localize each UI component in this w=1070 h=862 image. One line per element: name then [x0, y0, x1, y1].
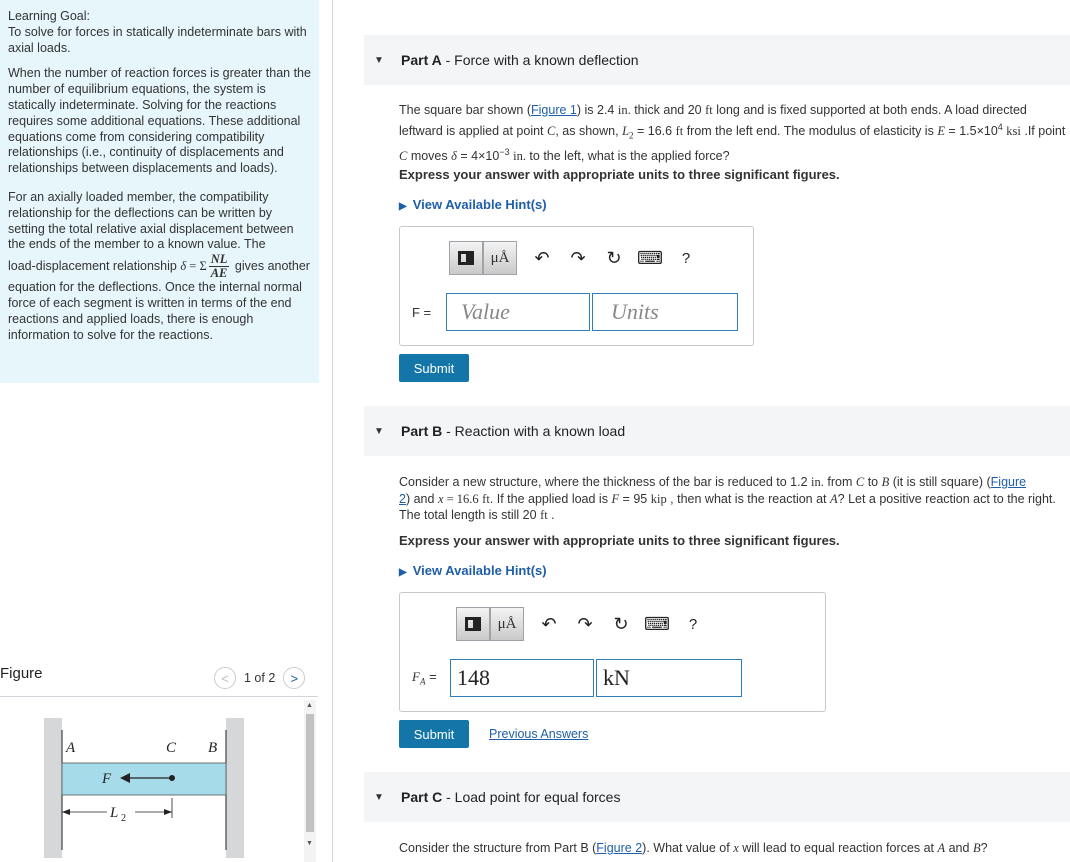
- figure-pager: [214, 667, 305, 689]
- part-b-title: - Reaction with a known load: [442, 423, 626, 439]
- figure-diagram: [0, 710, 300, 862]
- next-figure-button[interactable]: [283, 667, 305, 689]
- help-button[interactable]: [676, 607, 710, 641]
- part-b-header[interactable]: [364, 406, 1070, 456]
- help-button[interactable]: [669, 241, 703, 275]
- undo-icon: ↶: [541, 613, 557, 634]
- part-a-answer-box: [399, 226, 754, 346]
- para2-part-d: another equation for the deflections. Once the internal normal force of each segment is written in terms of the end reactions and applied loads, there is enough information to solve for the reactions.: [8, 258, 310, 342]
- part-a-submit-button[interactable]: Submit: [399, 354, 469, 382]
- part-a-header[interactable]: [364, 35, 1070, 85]
- label-c: C: [166, 740, 177, 756]
- figure-2-link[interactable]: Figure 2: [596, 841, 643, 855]
- undo-button[interactable]: [525, 241, 559, 275]
- part-a-field-label: F =: [412, 304, 432, 320]
- part-a-units-input[interactable]: Units: [592, 293, 738, 331]
- figure-1-link[interactable]: Figure 1: [531, 103, 577, 117]
- caret-right-icon: ▶: [399, 567, 407, 578]
- learning-goal-para2: For an axially loaded member, the compatibility relationship for the deflections can be written by setting the total relative axial displacement between the ends of the member to a known value. The load-displacement relationship δ = Σ $\frac{NL}{AE}$ gives another equation for the deflections. Once the internal normal force of each segment is written in terms of the end reactions and applied loads, there is enough information to solve for the reactions.: [8, 189, 310, 342]
- dim-arrow-left: [62, 809, 70, 815]
- part-c-label: Part C: [401, 789, 443, 805]
- label-l2-sub: 2: [121, 813, 126, 824]
- part-a-instructions: Express your answer with appropriate units to three significant figures.: [399, 167, 840, 182]
- keyboard-button[interactable]: [633, 241, 667, 275]
- chevron-left-icon: <: [221, 670, 229, 686]
- part-a-hint-link[interactable]: ▶ View Available Hint(s): [399, 197, 547, 212]
- help-icon: ?: [681, 249, 691, 267]
- figure-scrollbar[interactable]: [304, 700, 316, 862]
- mu-angstrom-icon: μÅ: [490, 249, 510, 266]
- part-b-answer-box: [399, 592, 826, 712]
- label-l2: L: [110, 805, 119, 821]
- para2-part-b: load-displacement relationship: [8, 258, 177, 273]
- keyboard-button[interactable]: [640, 607, 674, 641]
- prev-figure-button[interactable]: [214, 667, 236, 689]
- part-c-title: - Load point for equal forces: [442, 789, 621, 805]
- collapse-triangle-icon[interactable]: ▼: [374, 425, 384, 437]
- right-panel: [334, 0, 1070, 862]
- undo-button[interactable]: [532, 607, 566, 641]
- para2-part-c: gives: [234, 258, 265, 273]
- learning-goal-para1: When the number of reaction forces is greater than the number of equilibrium equations, the system is statically indeterminate. Solving for the reactions requires some additional equations. These additional equations come from considering compatibility relationships (i.e., continuity of displacements and relationships between displacements and loads).: [8, 66, 311, 176]
- keyboard-icon: ⌨: [644, 613, 670, 634]
- templates-button[interactable]: [449, 241, 483, 275]
- label-f: F: [102, 771, 112, 787]
- collapse-triangle-icon[interactable]: ▼: [374, 791, 384, 803]
- part-c-header[interactable]: [364, 772, 1070, 822]
- templates-icon: [458, 251, 474, 265]
- dim-arrow-right: [164, 809, 172, 815]
- redo-button[interactable]: [568, 607, 602, 641]
- figure-divider: [0, 696, 318, 697]
- units-button[interactable]: [490, 607, 524, 641]
- label-a: A: [66, 740, 76, 756]
- part-a-label: Part A: [401, 52, 442, 68]
- part-a-title: - Force with a known deflection: [441, 52, 639, 68]
- part-b-value-input[interactable]: 148: [450, 659, 594, 697]
- figure-2-link[interactable]: Figure 2: [399, 475, 1027, 506]
- templates-button[interactable]: [456, 607, 490, 641]
- part-b-instructions: Express your answer with appropriate units to three significant figures.: [399, 533, 840, 548]
- learning-goal-heading: Learning Goal:: [8, 9, 91, 23]
- learning-goal-text: To solve for forces in statically indeterminate bars with axial loads.: [8, 24, 307, 55]
- part-a-toolbar: [449, 241, 703, 275]
- scrollbar-thumb[interactable]: [306, 714, 314, 832]
- help-icon: ?: [688, 615, 698, 633]
- templates-icon: [465, 617, 481, 631]
- reset-button[interactable]: [597, 241, 631, 275]
- left-wall: [44, 718, 62, 858]
- column-divider: [332, 0, 333, 862]
- reset-icon: ↻: [606, 247, 622, 268]
- scroll-up-icon[interactable]: ▲: [306, 702, 313, 709]
- part-b-label: Part B: [401, 423, 443, 439]
- label-b: B: [208, 740, 218, 756]
- previous-answers-link[interactable]: Previous Answers: [489, 727, 589, 741]
- chevron-right-icon: >: [290, 670, 299, 686]
- right-wall: [226, 718, 244, 858]
- figure-title: Figure: [0, 665, 43, 682]
- learning-goal-box: [0, 0, 319, 383]
- collapse-triangle-icon[interactable]: ▼: [374, 54, 384, 66]
- redo-button[interactable]: [561, 241, 595, 275]
- para2-part-a: For an axially loaded member, the compatibility relationship for the deflections can be written by setting the total relative axial displacement between the ends of the member to a known value. The: [8, 189, 294, 252]
- part-b-hint-link[interactable]: ▶ View Available Hint(s): [399, 563, 547, 578]
- keyboard-icon: ⌨: [637, 247, 663, 268]
- point-c: [169, 775, 175, 781]
- part-a-value-input[interactable]: Value: [446, 293, 590, 331]
- part-c-problem-text: Consider the structure from Part B (Figure 2). What value of x will lead to equal reaction forces at A and B?: [399, 841, 988, 855]
- part-a-field-row: [412, 293, 738, 331]
- reset-button[interactable]: [604, 607, 638, 641]
- scroll-down-icon[interactable]: ▼: [306, 840, 313, 847]
- reset-icon: ↻: [613, 613, 629, 634]
- part-b-submit-button[interactable]: Submit: [399, 720, 469, 748]
- part-a-problem-text: The square bar shown (Figure 1) is 2.4 in. thick and 20 ft long and is fixed supported at both ends. A load directed leftward is applied at point C, as shown, $L_2 = 16.6$ ft from the left end. The modulus of elasticity is $E = 1.5\times 10^4$ ksi .If point C moves $\delta = 4\times 10^{-3}$ in. to the left, what is the applied force?: [399, 103, 1066, 163]
- redo-icon: ↷: [577, 613, 593, 634]
- part-b-toolbar: [456, 607, 710, 641]
- part-b-problem-text: Consider a new structure, where the thickness of the bar is reduced to 1.2 in. from C to B (it is still square) (Figure 2) and x = 16.6 ft. If the applied load is F = 95 kip , then what is the reaction at A? Let a positive reaction act to the right. The total length is still 20 ft .: [399, 475, 1056, 522]
- undo-icon: ↶: [534, 247, 550, 268]
- left-panel: [0, 0, 334, 862]
- caret-right-icon: ▶: [399, 201, 407, 212]
- nl-over-ae-fraction: $\frac{NL}{AE}$: [210, 252, 228, 281]
- part-b-field-label: $F_A$ =: [412, 669, 437, 687]
- units-button[interactable]: [483, 241, 517, 275]
- part-b-field-row: [412, 659, 742, 697]
- redo-icon: ↷: [570, 247, 586, 268]
- mu-angstrom-icon: μÅ: [497, 615, 517, 632]
- bar: [62, 763, 226, 795]
- part-b-units-input[interactable]: kN: [596, 659, 742, 697]
- figure-page-indicator: 1 of 2: [244, 671, 276, 685]
